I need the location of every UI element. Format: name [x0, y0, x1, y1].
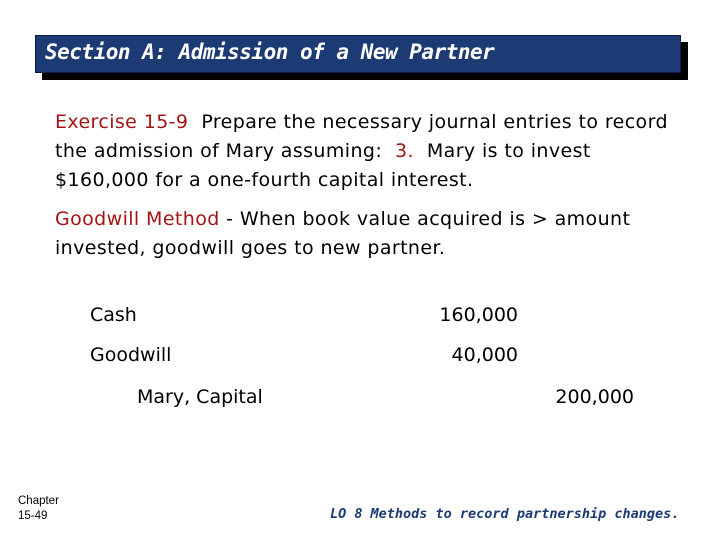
journal-debit: 40,000: [451, 344, 518, 366]
chapter-text: Chapter: [18, 495, 59, 507]
learning-objective-text: Methods to record partnership changes.: [370, 506, 680, 522]
exercise-text-a: Prepare the necessary journal entries to record the admission of Mary assuming:: [55, 111, 668, 162]
method-paragraph: [55, 205, 675, 263]
method-text: - When book value acquired is > amount invested, goodwill goes to new partner.: [55, 208, 631, 259]
learning-objective: [330, 506, 679, 522]
learning-objective-number: LO 8: [330, 506, 363, 522]
journal-debit: 160,000: [439, 304, 518, 326]
journal-account: Mary, Capital: [137, 386, 263, 408]
exercise-text-b: Mary is to invest $160,000 for a one-fourth capital interest.: [55, 140, 591, 191]
method-label: Goodwill Method: [55, 208, 220, 230]
journal-account: Cash: [90, 304, 137, 326]
journal-account: Goodwill: [90, 344, 172, 366]
title-bar: [35, 35, 681, 73]
exercise-paragraph: [55, 108, 675, 195]
journal-credit: 200,000: [555, 386, 634, 408]
chapter-page: 15-49: [18, 510, 48, 522]
exercise-item-number: 3.: [395, 140, 414, 162]
chapter-label: [18, 494, 59, 524]
exercise-label: Exercise 15-9: [55, 111, 189, 133]
slide-title: Section A: Admission of a New Partner: [45, 40, 495, 64]
